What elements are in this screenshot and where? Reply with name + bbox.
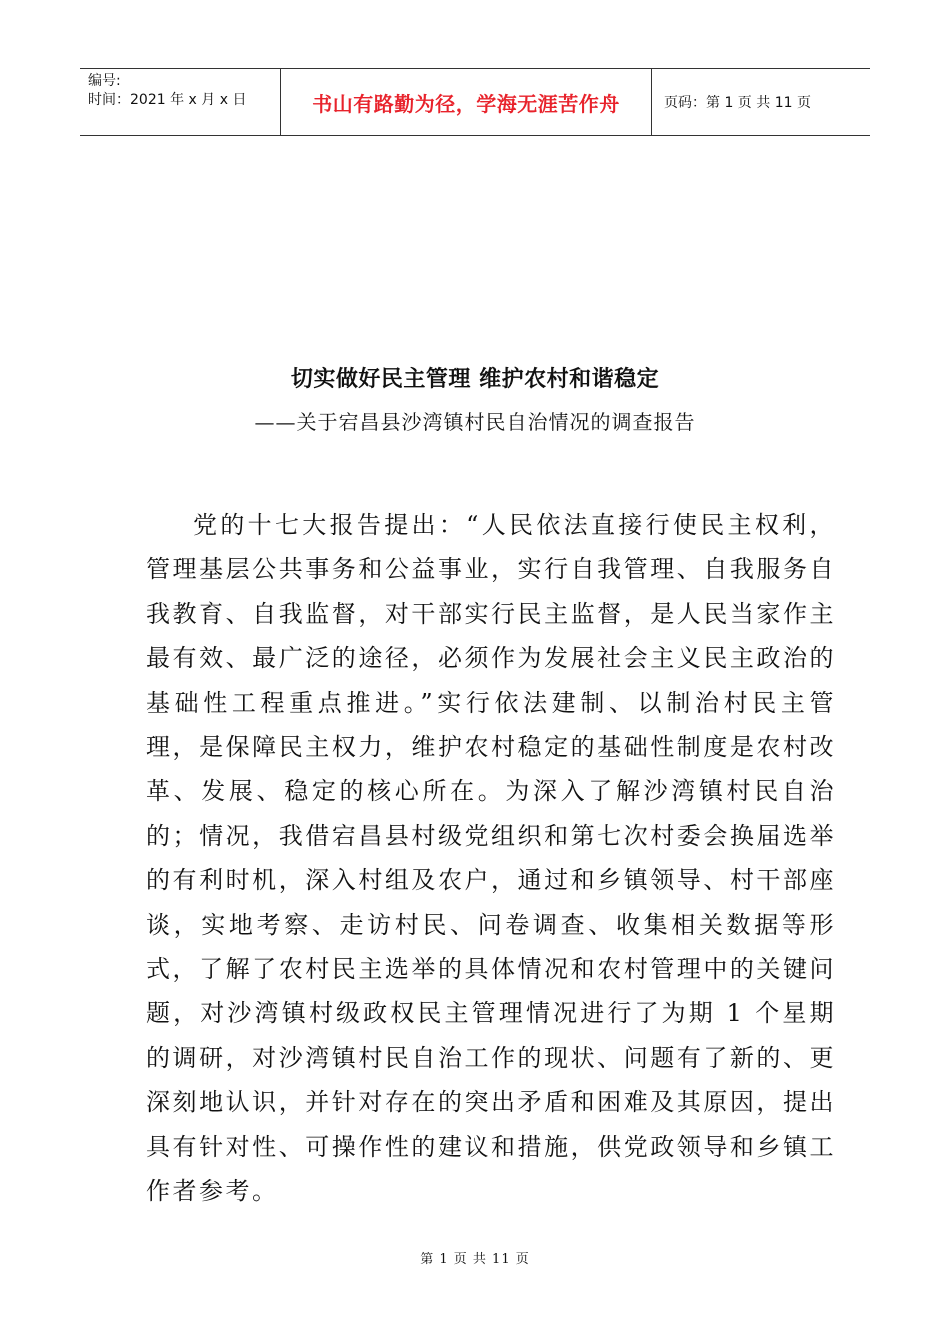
header-meta: [80, 69, 280, 135]
motto-text: 书山有路勤为径，学海无涯苦作舟: [312, 91, 620, 116]
page-label: 页码：第 1 页 共 11 页: [664, 95, 811, 111]
header-page-cell: [652, 69, 870, 135]
document-header: [80, 68, 870, 136]
document-subtitle: ——关于宕昌县沙湾镇村民自治情况的调查报告: [254, 410, 696, 434]
document-title: 切实做好民主管理 维护农村和谐稳定: [290, 367, 660, 392]
number-label: 编号:: [88, 73, 121, 89]
body-paragraph: 党的十七大报告提出：“人民依法直接行使民主权利，管理基层公共事务和公益事业，实行自我管理、自我服务自我教育、自我监督，对干部实行民主监督，是人民当家作主最有效、最广泛的途径，必须作为发展社会主义民主政治的基础性工程重点推进。”实行依法建制、以制治村民主管理，是保障民主权力，维护农村稳定的基础性制度是农村改革、发展、稳定的核心所在。为深入了解沙湾镇村民自治的；情况，我借宕昌县村级党组织和第七次村委会换届选举的有利时机，深入村组及农户，通过和乡镇领导、村干部座谈，实地考察、走访村民、问卷调查、收集相关数据等形式，了解了农村民主选举的具体情况和农村管理中的关键问题，对沙湾镇村级政权民主管理情况进行了为期 1 个星期的调研，对沙湾镇村民自治工作的现状、问题有了新的、更深刻地认识，并针对存在的突出矛盾和困难及其原因，提出具有针对性、可操作性的建议和措施，供党政领导和乡镇工作者参考。: [146, 511, 836, 1206]
time-label: 时间：2021 年 x 月 x 日: [88, 92, 247, 108]
page-footer: 第 1 页 共 11 页: [420, 1252, 530, 1267]
header-motto-cell: [280, 69, 652, 135]
